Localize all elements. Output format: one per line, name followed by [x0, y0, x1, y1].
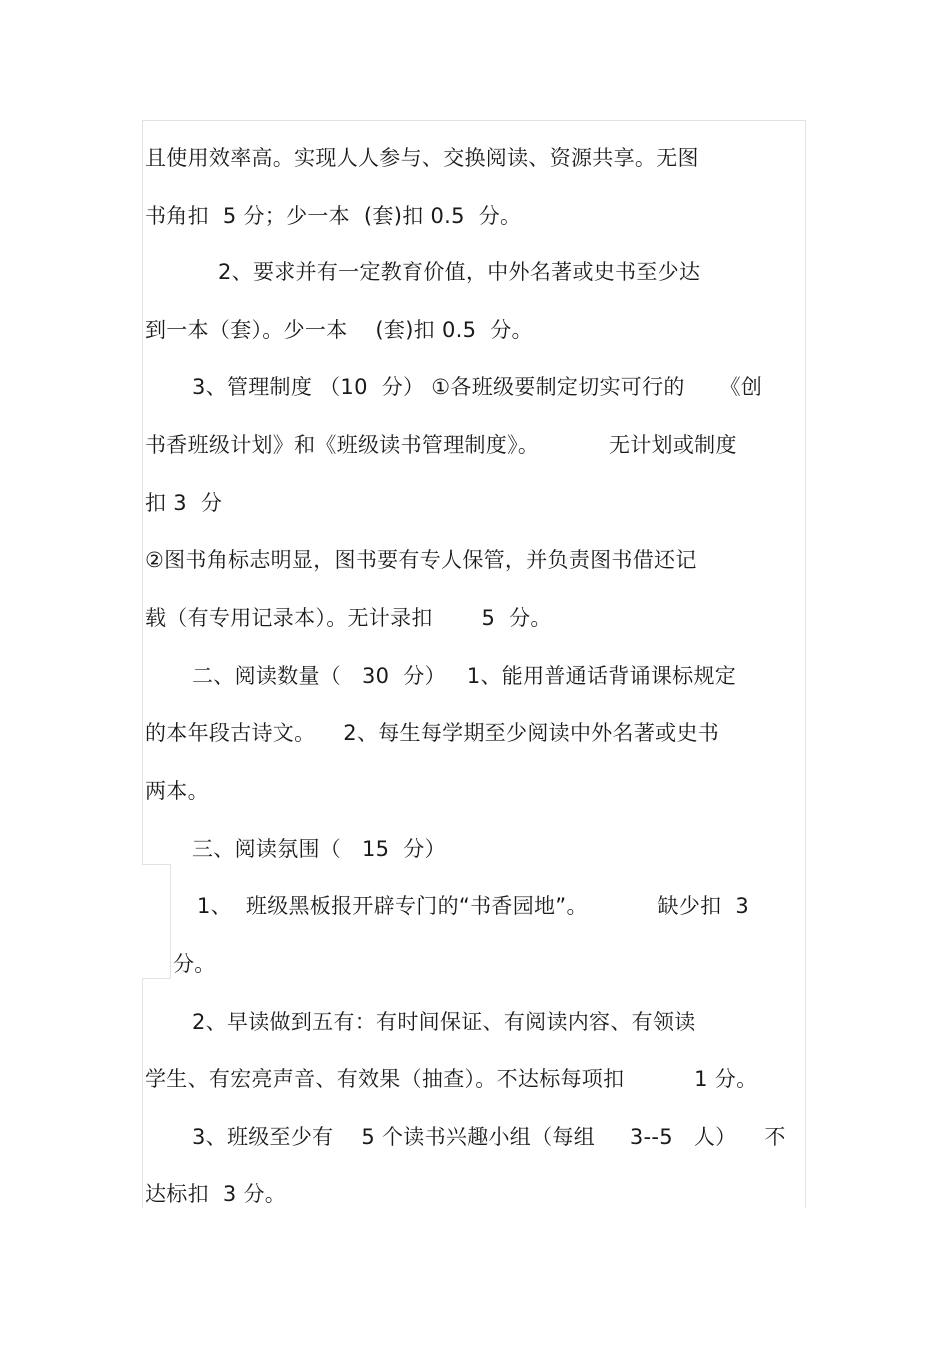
text-line: 2、早读做到五有：有时间保证、有阅读内容、有领读 [192, 1010, 696, 1034]
section-heading: 二、阅读数量（ 30 分） 1、能用普通话背诵课标规定 [192, 664, 737, 688]
text-line: 书角扣 5 分；少一本 (套)扣 0.5 分。 [145, 204, 522, 228]
text-line: 载（有专用记录本）。无计录扣 5 分。 [145, 606, 552, 630]
text-line: 3、班级至少有 5 个读书兴趣小组（每组 3--5 人） 不 [192, 1125, 786, 1149]
text-line: 扣 3 分 [145, 491, 223, 515]
text-line: 3、管理制度 （10 分） ①各班级要制定切实可行的 《创 [192, 375, 763, 399]
text-line: 到一本（套）。少一本 (套)扣 0.5 分。 [145, 318, 533, 342]
text-line: 书香班级计划》和《班级读书管理制度》。 无计划或制度 [145, 433, 737, 457]
text-line: ②图书角标志明显，图书要有专人保管，并负责图书借还记 [145, 548, 697, 572]
text-line: 1、 班级黑板报开辟专门的“书香园地”。 缺少扣 3 [197, 894, 750, 918]
section-heading: 三、阅读氛围（ 15 分） [192, 837, 446, 861]
text-line: 分。 [173, 952, 216, 976]
text-line: 学生、有宏亮声音、有效果（抽查）。不达标每项扣 1 分。 [145, 1067, 758, 1091]
text-line: 两本。 [145, 779, 209, 803]
text-line: 的本年段古诗文。 2、每生每学期至少阅读中外名著或史书 [145, 721, 720, 745]
text-line: 且使用效率高。实现人人参与、交换阅读、资源共享。无图 [145, 146, 699, 170]
text-line: 达标扣 3 分。 [145, 1182, 287, 1206]
text-line: 2、要求并有一定教育价值，中外名著或史书至少达 [218, 260, 701, 284]
margin-bracket [142, 864, 171, 979]
